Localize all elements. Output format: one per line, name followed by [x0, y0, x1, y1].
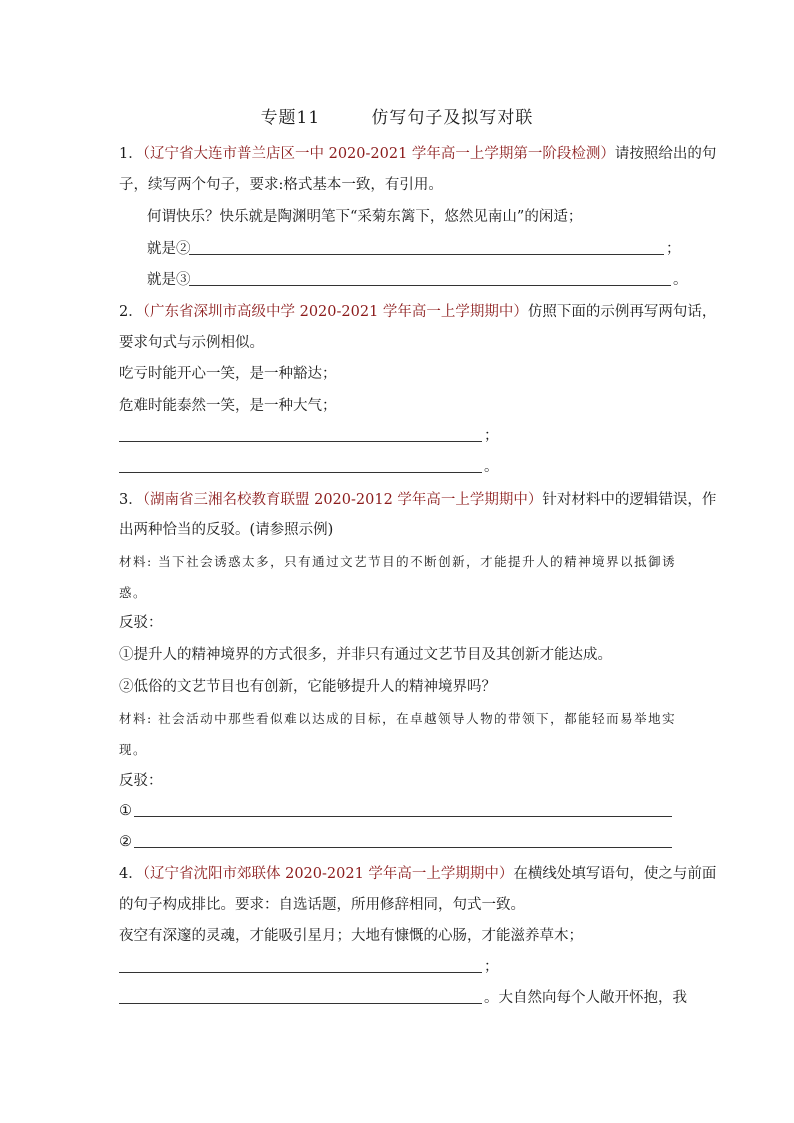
question-2-example-1: 吃亏时能开心一笑，是一种豁达； — [119, 366, 337, 382]
question-4-blank-1-end: ； — [484, 959, 499, 975]
question-1-prompt-start: 请按照给出的句 — [614, 146, 717, 162]
answer-3-end: 。 — [673, 272, 688, 288]
question-3-prompt-start: 针对材料中的逻辑错误，作 — [542, 492, 717, 508]
question-4-blank-2-end: 。大自然向每个人敞开怀抱，我 — [484, 990, 687, 1006]
question-3-material-2-line-1: 材料: 社会活动中那些看似难以达成的目标，在卓越领导人物的带领下，都能轻而易举地实 — [119, 711, 677, 726]
question-2-source: （广东省深圳市高级中学 2020-2021 学年高一上学期期中） — [142, 304, 528, 320]
answer-3-blank[interactable] — [189, 285, 671, 286]
question-2-blank-2-end: 。 — [484, 459, 499, 475]
question-4-blank-2[interactable] — [119, 1003, 482, 1004]
question-1-prompt-cont: 子，续写两个句子，要求:格式基本一致，有引用。 — [119, 177, 443, 193]
page-title: 专题11 仿写句子及拟写对联 — [260, 108, 534, 128]
question-1-number: 1． — [119, 146, 143, 162]
question-3-number: 3． — [119, 492, 143, 508]
question-3-answer-mark-1: ① — [119, 803, 132, 819]
question-1-source: （辽宁省大连市普兰店区一中 2020-2021 学年高一上学期第一阶段检测） — [142, 146, 615, 162]
question-2-blank-1[interactable] — [119, 441, 482, 442]
question-2-example-2: 危难时能泰然一笑，是一种大气； — [119, 398, 337, 414]
answer-2-end: ； — [666, 241, 681, 257]
question-1-example: 何谓快乐？快乐就是陶渊明笔下“采菊东篱下，悠然见南山”的闲适； — [147, 209, 583, 225]
question-4-prompt-start: 在横线处填写语句，使之与前面 — [513, 866, 717, 882]
question-2-blank-1-end: ； — [484, 428, 499, 444]
question-3-blank-1[interactable] — [134, 816, 672, 817]
question-1-answer-line-2 — [147, 239, 191, 259]
question-2-prompt-cont: 要求句式与示例相似。 — [119, 335, 264, 351]
question-3-rebuttal-example-1: ①提升人的精神境界的方式很多，并非只有通过文艺节目及其创新才能达成。 — [119, 647, 612, 663]
question-3-rebuttal-label-1: 反驳： — [119, 615, 163, 631]
question-3-prompt-cont: 出两种恰当的反驳。(请参照示例) — [119, 522, 334, 538]
question-3-line-1 — [119, 490, 716, 510]
question-2-number: 2． — [119, 304, 143, 320]
question-2-line-1 — [119, 302, 716, 322]
question-3-rebuttal-example-2: ②低俗的文艺节目也有创新，它能够提升人的精神境界吗？ — [119, 679, 496, 695]
answer-2-prefix: 就是② — [147, 241, 191, 257]
question-1-line-1 — [119, 144, 716, 164]
question-3-material-1-line-2: 惑。 — [119, 585, 148, 600]
question-3-source: （湖南省三湘名校教育联盟 2020-2012 学年高一上学期期中） — [142, 492, 543, 508]
question-3-material-2-line-2: 现。 — [119, 742, 148, 757]
answer-3-prefix: 就是③ — [147, 272, 191, 288]
question-3-answer-mark-2: ② — [119, 834, 132, 850]
question-4-prompt-cont: 的句子构成排比。要求：自选话题，所用修辞相同，句式一致。 — [119, 897, 525, 913]
question-2-prompt-start: 仿照下面的示例再写两句话， — [527, 304, 717, 320]
question-1-answer-line-3 — [147, 270, 191, 290]
question-3-blank-2[interactable] — [134, 847, 672, 848]
question-4-blank-1[interactable] — [119, 972, 482, 973]
question-4-example: 夜空有深邃的灵魂，才能吸引星月；大地有慷慨的心肠，才能滋养草木； — [119, 928, 583, 944]
question-4-line-1 — [119, 864, 716, 884]
answer-2-blank[interactable] — [189, 254, 664, 255]
question-4-number: 4． — [119, 866, 143, 882]
question-3-material-1-line-1: 材料: 当下社会诱惑太多，只有通过文艺节目的不断创新，才能提升人的精神境界以抵御诱 — [119, 554, 677, 569]
question-4-source: （辽宁省沈阳市郊联体 2020-2021 学年高一上学期期中） — [142, 866, 514, 882]
question-3-rebuttal-label-2: 反驳： — [119, 773, 163, 789]
question-2-blank-2[interactable] — [119, 472, 482, 473]
